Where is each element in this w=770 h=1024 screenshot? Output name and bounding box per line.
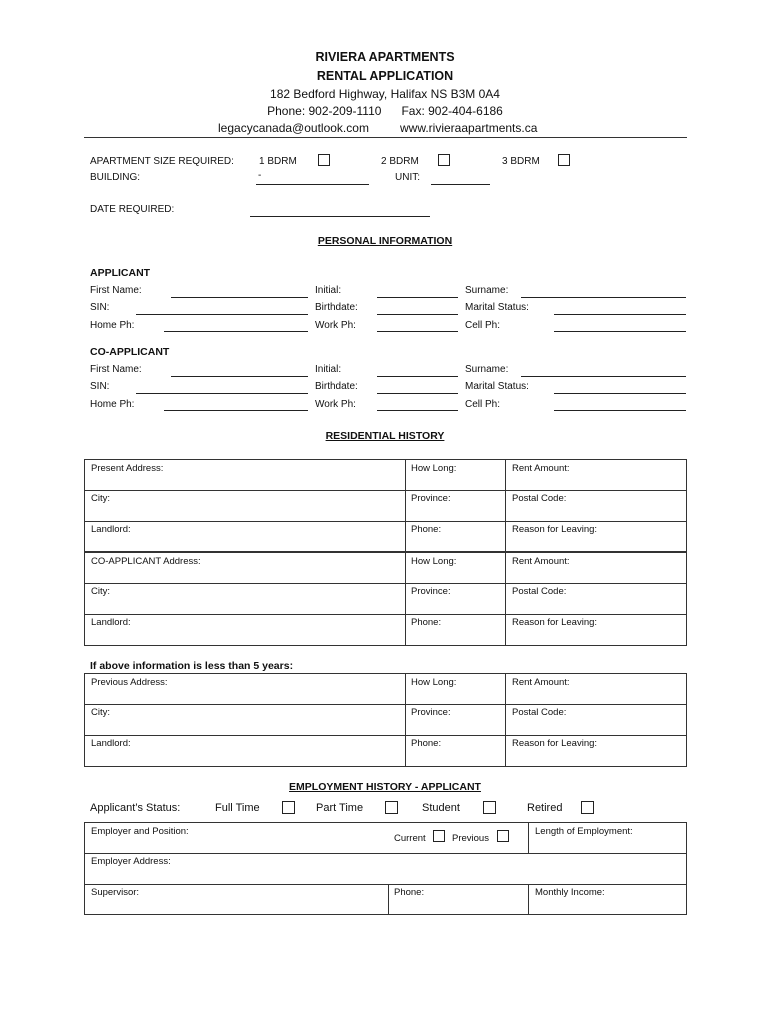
- employer-address-cell[interactable]: Employer Address:: [91, 856, 171, 867]
- coapplicant-home-ph-label: Home Ph:: [90, 399, 135, 410]
- coapplicant-cell-ph-field[interactable]: [554, 410, 686, 411]
- checkbox-retired[interactable]: [581, 801, 594, 814]
- coapplicant-first-name-label: First Name:: [90, 364, 142, 375]
- present-city-cell[interactable]: City:: [91, 493, 110, 504]
- coapplicant-city-cell[interactable]: City:: [91, 586, 110, 597]
- less-than-5-years-note: If above information is less than 5 years:: [90, 660, 294, 672]
- applicant-birthdate-label: Birthdate:: [315, 302, 358, 313]
- employment-table: [84, 822, 687, 915]
- previous-postal-code-cell[interactable]: Postal Code:: [512, 707, 567, 718]
- option-1-bdrm-label: 1 BDRM: [259, 156, 297, 167]
- current-label: Current: [394, 833, 426, 844]
- previous-label: Previous: [452, 833, 489, 844]
- building-dash: -: [258, 170, 262, 181]
- checkbox-2-bdrm[interactable]: [438, 154, 450, 166]
- coapplicant-surname-label: Surname:: [465, 364, 509, 375]
- coapplicant-sin-field[interactable]: [136, 393, 308, 394]
- present-address-cell[interactable]: Present Address:: [91, 463, 164, 474]
- coapplicant-work-ph-label: Work Ph:: [315, 399, 356, 410]
- applicant-home-ph-label: Home Ph:: [90, 320, 135, 331]
- option-2-bdrm-label: 2 BDRM: [381, 156, 419, 167]
- student-label: Student: [422, 802, 460, 814]
- present-how-long-cell[interactable]: How Long:: [411, 463, 457, 474]
- coapplicant-postal-code-cell[interactable]: Postal Code:: [512, 586, 567, 597]
- coapplicant-marital-label: Marital Status:: [465, 381, 529, 392]
- coapplicant-phone-cell[interactable]: Phone:: [411, 617, 442, 628]
- previous-province-cell[interactable]: Province:: [411, 707, 451, 718]
- checkbox-previous[interactable]: [497, 830, 509, 842]
- coapplicant-province-cell[interactable]: Province:: [411, 586, 451, 597]
- apartment-size-label: APARTMENT SIZE REQUIRED:: [90, 156, 234, 167]
- company-address: 182 Bedford Highway, Halifax NS B3M 0A4: [270, 87, 500, 101]
- previous-reason-cell[interactable]: Reason for Leaving:: [512, 738, 598, 749]
- coapplicant-how-long-cell[interactable]: How Long:: [411, 556, 457, 567]
- applicant-status-label: Applicant’s Status:: [90, 802, 181, 814]
- checkbox-student[interactable]: [483, 801, 496, 814]
- applicant-work-ph-field[interactable]: [377, 331, 458, 332]
- applicant-first-name-field[interactable]: [171, 297, 308, 298]
- residential-history-heading: RESIDENTIAL HISTORY: [325, 430, 445, 442]
- previous-rent-amount-cell[interactable]: Rent Amount:: [512, 677, 570, 688]
- coapplicant-heading: CO-APPLICANT: [90, 346, 170, 358]
- applicant-cell-ph-label: Cell Ph:: [465, 320, 501, 331]
- employment-history-heading: EMPLOYMENT HISTORY - APPLICANT: [289, 781, 481, 793]
- residential-history-table: [84, 459, 687, 646]
- full-time-label: Full Time: [215, 802, 260, 814]
- date-required-field[interactable]: [250, 216, 430, 217]
- personal-info-heading: PERSONAL INFORMATION: [317, 235, 453, 247]
- applicant-birthdate-field[interactable]: [377, 314, 458, 315]
- length-of-employment-cell[interactable]: Length of Employment:: [535, 826, 633, 837]
- coapplicant-initial-label: Initial:: [315, 364, 342, 375]
- previous-how-long-cell[interactable]: How Long:: [411, 677, 457, 688]
- coapplicant-rent-amount-cell[interactable]: Rent Amount:: [512, 556, 570, 567]
- company-website: www.rivieraapartments.ca: [400, 121, 538, 135]
- employer-phone-cell[interactable]: Phone:: [394, 887, 425, 898]
- applicant-home-ph-field[interactable]: [164, 331, 308, 332]
- checkbox-full-time[interactable]: [282, 801, 295, 814]
- previous-address-cell[interactable]: Previous Address:: [91, 677, 168, 688]
- coapplicant-home-ph-field[interactable]: [164, 410, 308, 411]
- checkbox-1-bdrm[interactable]: [318, 154, 330, 166]
- applicant-initial-label: Initial:: [315, 285, 342, 296]
- coapplicant-cell-ph-label: Cell Ph:: [465, 399, 501, 410]
- previous-city-cell[interactable]: City:: [91, 707, 110, 718]
- applicant-surname-field[interactable]: [521, 297, 686, 298]
- checkbox-current[interactable]: [433, 830, 445, 842]
- applicant-initial-field[interactable]: [377, 297, 458, 298]
- present-province-cell[interactable]: Province:: [411, 493, 451, 504]
- coapplicant-birthdate-label: Birthdate:: [315, 381, 358, 392]
- supervisor-cell[interactable]: Supervisor:: [91, 887, 140, 898]
- present-phone-cell[interactable]: Phone:: [411, 524, 442, 535]
- building-field[interactable]: [256, 184, 369, 185]
- employer-position-cell[interactable]: Employer and Position:: [91, 826, 189, 837]
- present-rent-amount-cell[interactable]: Rent Amount:: [512, 463, 570, 474]
- coapplicant-landlord-cell[interactable]: Landlord:: [91, 617, 131, 628]
- applicant-sin-field[interactable]: [136, 314, 308, 315]
- previous-landlord-cell[interactable]: Landlord:: [91, 738, 131, 749]
- form-title: RENTAL APPLICATION: [316, 69, 454, 83]
- date-required-label: DATE REQUIRED:: [90, 204, 175, 215]
- previous-phone-cell[interactable]: Phone:: [411, 738, 442, 749]
- building-label: BUILDING:: [90, 172, 141, 183]
- checkbox-part-time[interactable]: [385, 801, 398, 814]
- applicant-marital-label: Marital Status:: [465, 302, 529, 313]
- unit-field[interactable]: [431, 184, 490, 185]
- applicant-heading: APPLICANT: [90, 267, 151, 279]
- coapplicant-birthdate-field[interactable]: [377, 393, 458, 394]
- applicant-sin-label: SIN:: [90, 302, 110, 313]
- coapplicant-marital-field[interactable]: [554, 393, 686, 394]
- coapplicant-initial-field[interactable]: [377, 376, 458, 377]
- retired-label: Retired: [527, 802, 563, 814]
- header-divider: [84, 137, 687, 138]
- applicant-first-name-label: First Name:: [90, 285, 142, 296]
- coapplicant-first-name-field[interactable]: [171, 376, 308, 377]
- applicant-cell-ph-field[interactable]: [554, 331, 686, 332]
- applicant-surname-label: Surname:: [465, 285, 509, 296]
- coapplicant-surname-field[interactable]: [521, 376, 686, 377]
- coapplicant-reason-cell[interactable]: Reason for Leaving:: [512, 617, 598, 628]
- present-landlord-cell[interactable]: Landlord:: [91, 524, 131, 535]
- coapplicant-sin-label: SIN:: [90, 381, 110, 392]
- coapplicant-work-ph-field[interactable]: [377, 410, 458, 411]
- previous-address-table: [84, 673, 687, 767]
- applicant-marital-field[interactable]: [554, 314, 686, 315]
- coapplicant-address-cell[interactable]: CO-APPLICANT Address:: [91, 556, 201, 567]
- company-email: legacycanada@outlook.com: [218, 121, 369, 135]
- monthly-income-cell[interactable]: Monthly Income:: [535, 887, 605, 898]
- company-name: RIVIERA APARTMENTS: [315, 50, 455, 64]
- unit-label: UNIT:: [395, 172, 420, 183]
- applicant-work-ph-label: Work Ph:: [315, 320, 356, 331]
- company-phone-fax: Phone: 902-209-1110 Fax: 902-404-6186: [267, 104, 503, 118]
- option-3-bdrm-label: 3 BDRM: [502, 156, 540, 167]
- part-time-label: Part Time: [316, 802, 364, 814]
- present-reason-cell[interactable]: Reason for Leaving:: [512, 524, 598, 535]
- present-postal-code-cell[interactable]: Postal Code:: [512, 493, 567, 504]
- checkbox-3-bdrm[interactable]: [558, 154, 570, 166]
